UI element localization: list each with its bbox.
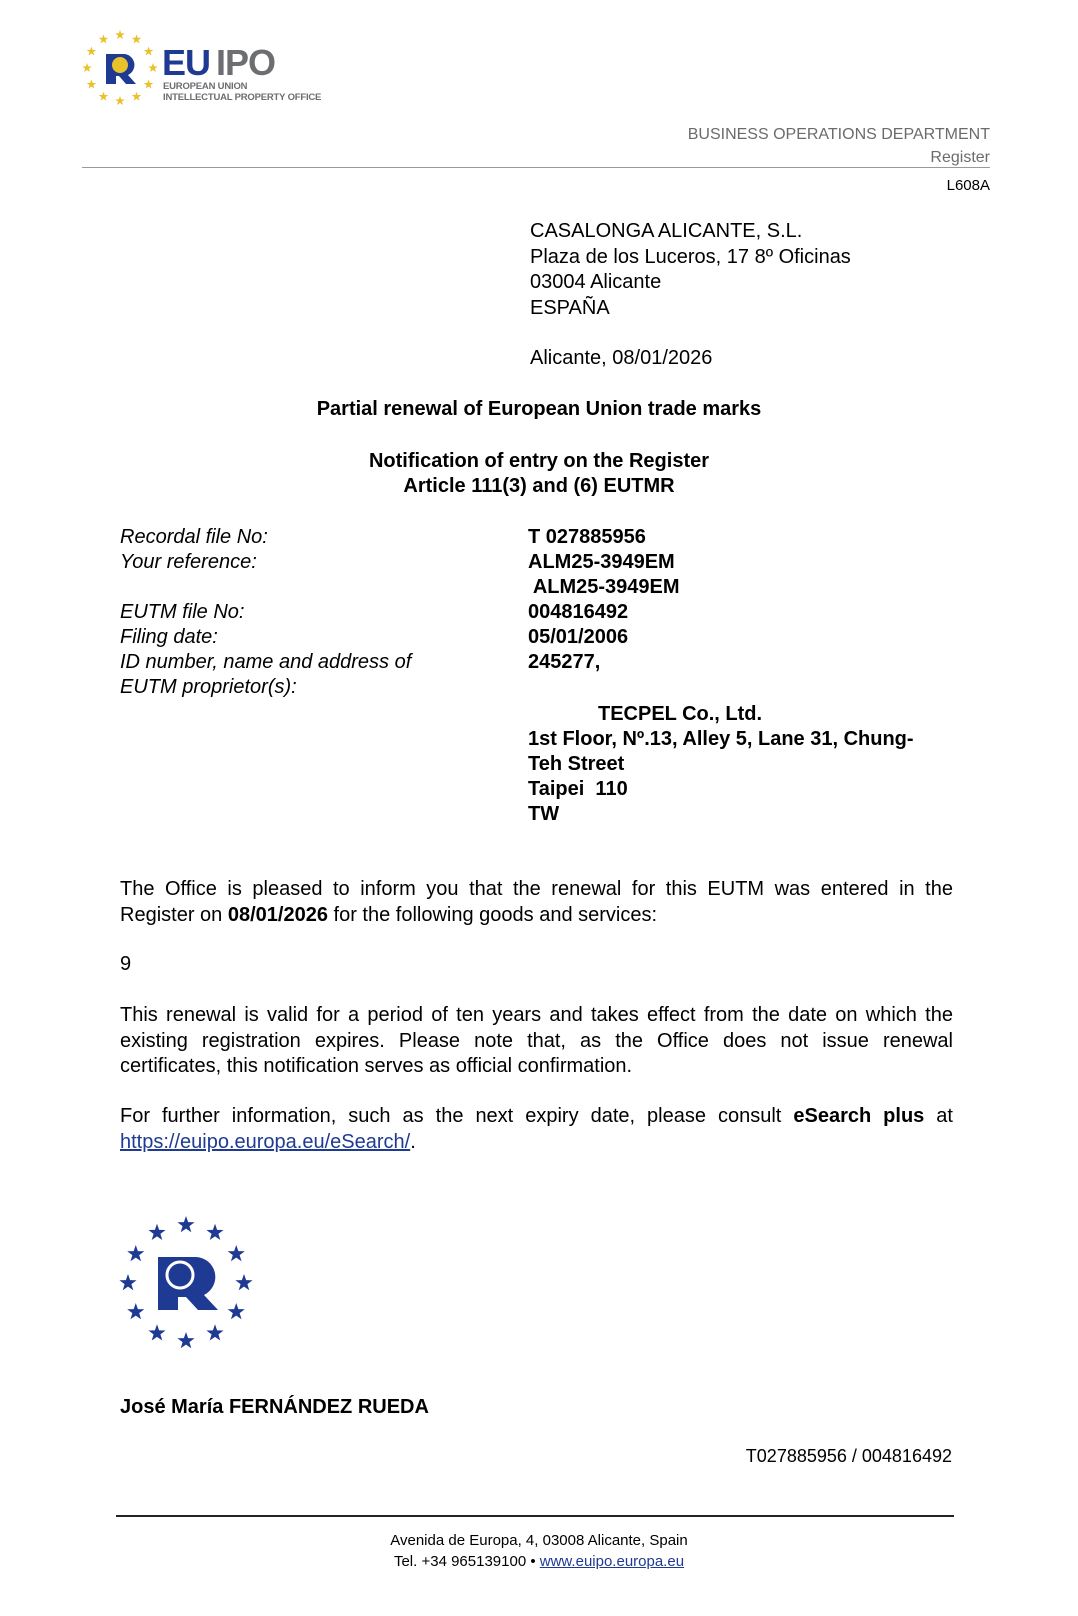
footer-divider: [116, 1515, 954, 1517]
recordal-value: T 027885956: [528, 526, 646, 548]
recordal-label: Recordal file No:: [120, 526, 268, 548]
filing-label: Filing date:: [120, 626, 218, 648]
logo-ipo-text: IPO: [216, 42, 276, 83]
star-icon: [99, 92, 109, 101]
star-icon: [228, 1303, 245, 1319]
star-icon: [132, 34, 142, 43]
proprietor-address: [528, 727, 914, 827]
footer-contact: [0, 1551, 1078, 1572]
star-icon: [177, 1332, 194, 1348]
proprietor-label-line2: EUTM proprietor(s):: [120, 676, 297, 698]
proprietor-address-line: Teh Street: [528, 753, 625, 775]
proprietor-address-line: Taipei 110: [528, 778, 628, 800]
star-icon: [132, 92, 142, 101]
document-article: Article 111(3) and (6) EUTMR: [403, 475, 675, 497]
star-icon: [177, 1216, 194, 1232]
euipo-seal-icon: [118, 1215, 254, 1351]
star-icon: [235, 1274, 252, 1290]
entry-text-end: for the following goods and services:: [327, 903, 658, 926]
star-icon: [206, 1324, 223, 1340]
department-unit: Register: [930, 149, 990, 166]
entry-text: The Office is pleased to inform you that the renewal for this EUTM was entered in the Register on: [120, 878, 953, 926]
recipient-line: Plaza de los Luceros, 17 8º Oficinas: [530, 245, 851, 268]
proprietor-address-line: 1st Floor, Nº.13, Alley 5, Lane 31, Chung-: [528, 728, 914, 750]
reference-value: ALM25-3949EM: [528, 551, 675, 573]
star-icon: [206, 1224, 223, 1240]
star-icon: [115, 96, 125, 105]
star-icon: [119, 1274, 136, 1290]
logo-subtitle-line2: INTELLECTUAL PROPERTY OFFICE: [163, 92, 322, 103]
star-icon: [99, 34, 109, 43]
euipo-emblem-icon: [80, 28, 160, 108]
header-divider: [82, 167, 990, 168]
info-text-end: .: [410, 1130, 416, 1153]
proprietor-label-line1: ID number, name and address of: [120, 651, 412, 673]
proprietor-name: TECPEL Co., Ltd.: [598, 703, 763, 725]
star-icon: [148, 1224, 165, 1240]
logo-eu-text: EU: [162, 42, 211, 83]
star-icon: [144, 80, 154, 89]
esearch-name: eSearch plus: [793, 1105, 925, 1127]
recipient-line: ESPAÑA: [530, 296, 610, 319]
info-text-at: at: [924, 1105, 953, 1127]
footer-website-link[interactable]: www.euipo.europa.eu: [539, 1553, 685, 1570]
esearch-link[interactable]: https://euipo.europa.eu/eSearch/: [120, 1130, 411, 1153]
filing-value: 05/01/2006: [528, 626, 629, 648]
star-icon: [148, 63, 158, 72]
star-icon: [87, 47, 97, 56]
info-text: For further information, such as the next expiry date, please consult: [120, 1105, 794, 1127]
file-reference: T027885956 / 004816492: [745, 1446, 952, 1466]
recipient-line: 03004 Alicante: [530, 271, 662, 293]
eutm-label: EUTM file No:: [120, 601, 245, 623]
recipient-address: [530, 219, 851, 372]
entry-paragraph: [120, 877, 953, 928]
star-icon: [127, 1245, 144, 1261]
star-icon: [82, 63, 92, 72]
proprietor-address-line: TW: [528, 803, 560, 825]
reference-label: Your reference:: [120, 551, 257, 573]
reference-value-2: ALM25-3949EM: [528, 576, 680, 598]
form-code: L608A: [946, 177, 990, 194]
star-icon: [144, 47, 154, 56]
euipo-logo: [80, 28, 340, 108]
signatory-name: José María FERNÁNDEZ RUEDA: [120, 1396, 429, 1418]
euipo-seal: [118, 1215, 254, 1351]
goods-classes: 9: [120, 953, 132, 975]
document-subtitle: Notification of entry on the Register: [368, 450, 710, 472]
proprietor-label: [120, 650, 411, 700]
footer-tel: Tel. +34 965139100 •: [393, 1553, 540, 1570]
info-paragraph: [120, 1104, 953, 1155]
proprietor-id: 245277,: [528, 651, 601, 673]
eutm-value: 004816492: [528, 601, 629, 623]
logo-subtitle-line1: EUROPEAN UNION: [163, 81, 248, 92]
star-icon: [127, 1303, 144, 1319]
entry-date: 08/01/2026: [227, 903, 328, 926]
document-title: Partial renewal of European Union trade marks: [316, 398, 762, 420]
validity-paragraph: This renewal is valid for a period of ten years and takes effect from the date on which the existing registration expires. Please note that, as the Office does not issue renewal certificates, this notification serves as official confirmation.: [120, 1004, 953, 1077]
department-name: BUSINESS OPERATIONS DEPARTMENT: [687, 126, 990, 143]
recipient-line: CASALONGA ALICANTE, S.L.: [530, 220, 803, 242]
star-icon: [148, 1324, 165, 1340]
star-icon: [228, 1245, 245, 1261]
star-icon: [115, 30, 125, 39]
place-date: Alicante, 08/01/2026: [530, 347, 713, 369]
star-icon: [87, 80, 97, 89]
footer-address: Avenida de Europa, 4, 03008 Alicante, Spain: [390, 1532, 688, 1549]
